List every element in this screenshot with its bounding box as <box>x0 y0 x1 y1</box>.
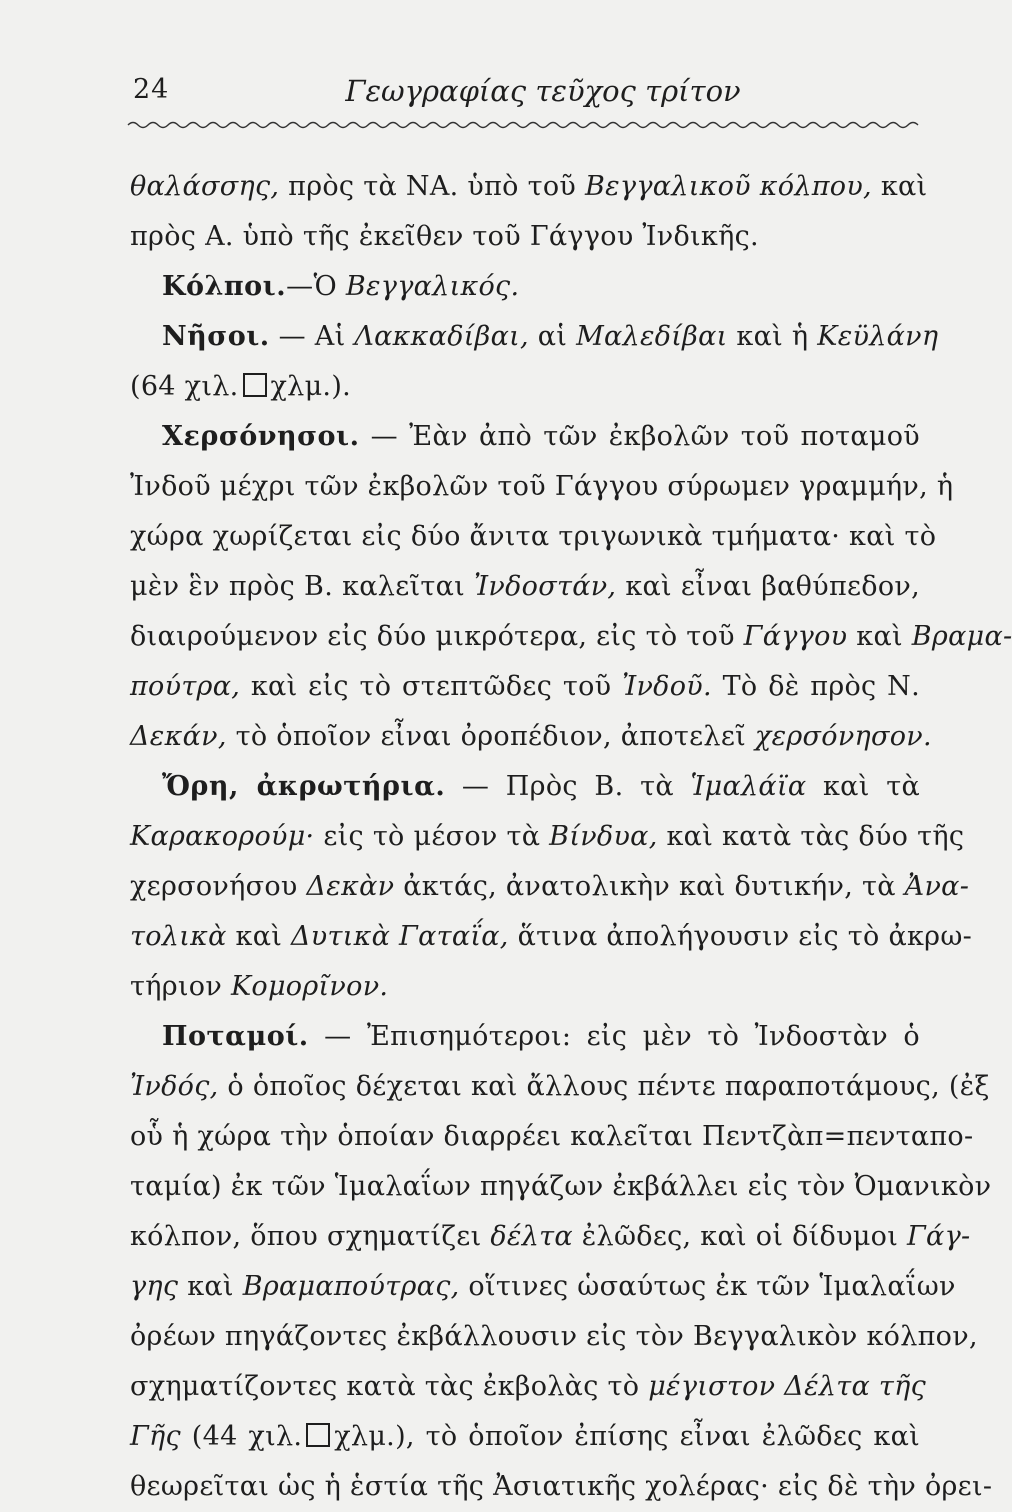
page-header <box>128 74 918 118</box>
text-line <box>130 762 920 812</box>
text-line <box>130 212 920 262</box>
text-line <box>130 362 920 412</box>
text-span: (64 χιλ. <box>130 371 239 402</box>
text-span: ἀκτάς, ἀνατολικὴν καὶ δυτικήν, τὰ <box>394 871 905 902</box>
text-line <box>130 1462 993 1512</box>
text-span: — Αἱ <box>269 321 355 352</box>
text-span: Ἀνα- <box>904 871 970 902</box>
text-span: χλμ.), τὸ ὁποῖον ἐπίσης εἶναι ἐλῶδες καὶ <box>334 1421 920 1452</box>
section-heading-peninsulas: Χερσόνησοι. <box>162 421 360 452</box>
text-line <box>130 862 970 912</box>
text-span: (44 χιλ. <box>180 1421 303 1452</box>
text-span: χερσονήσου <box>130 871 307 902</box>
text-span: Ἰνδός, <box>130 1071 219 1102</box>
text-span: Καρακορούμ· <box>130 821 315 852</box>
text-span: — Ἐπισημότεροι: εἰς μὲν τὸ Ἰνδοστὰν ὁ <box>308 1021 920 1052</box>
text-span: μὲν ἓν πρὸς Β. καλεῖται <box>130 571 475 602</box>
header-wavy-rule <box>128 118 918 132</box>
text-span: θαλάσσης, <box>130 171 280 202</box>
text-span: χώρα χωρίζεται εἰς δύο ἄνιτα τριγωνικὰ τμήματα· καὶ τὸ <box>130 521 937 552</box>
text-line <box>130 512 937 562</box>
text-line <box>130 1062 990 1112</box>
text-line <box>130 412 920 462</box>
text-line <box>130 812 965 862</box>
text-line <box>130 1112 974 1162</box>
text-span: καὶ <box>847 621 912 652</box>
text-span: διαιρούμενον εἰς δύο μικρότερα, εἰς τὸ τοῦ <box>130 621 744 652</box>
section-heading-islands: Νῆσοι. <box>162 321 270 352</box>
text-line <box>130 1412 920 1462</box>
text-span: τὸ ὁποῖον εἶναι ὀροπέδιον, ἀποτελεῖ <box>226 721 755 752</box>
text-span: κόλπον, ὅπου σχηματίζει <box>130 1221 491 1252</box>
text-line <box>130 312 939 362</box>
text-span: Βραμα- <box>911 621 1012 652</box>
text-span: — Ἐὰν ἀπὸ τῶν ἐκβολῶν τοῦ ποταμοῦ <box>359 421 920 452</box>
text-span: Βεγγαλικός. <box>345 271 520 302</box>
text-span: καὶ ἡ <box>727 321 818 352</box>
page-body <box>130 162 1012 1512</box>
text-span: Δεκὰν <box>306 871 395 902</box>
text-line <box>130 962 920 1012</box>
square-symbol-icon <box>243 373 267 397</box>
text-line <box>130 162 928 212</box>
text-span: Βίνδυα, <box>549 821 658 852</box>
text-span: Γάγγου <box>743 621 848 652</box>
section-heading-gulfs: Κόλποι. <box>162 271 287 302</box>
text-span: ὀρέων πηγάζοντες ἐκβάλλουσιν εἰς τὸν Βεγγαλικὸν κόλπον, <box>130 1321 978 1352</box>
square-symbol-icon <box>306 1423 330 1447</box>
text-span: Ἰνδοστάν, <box>474 571 617 602</box>
section-heading-rivers: Ποταμοί. <box>162 1021 309 1052</box>
text-span: Ἰνδοῦ μέχρι τῶν ἐκβολῶν τοῦ Γάγγου σύρωμεν γραμμήν, ἡ <box>130 471 954 502</box>
text-span: ὁ ὁποῖος δέχεται καὶ ἄλλους πέντε παραποτάμους, (ἐξ <box>218 1071 990 1102</box>
text-span: Κομορῖνον. <box>230 971 389 1002</box>
text-span: πούτρα, <box>130 671 241 702</box>
text-span: καὶ εἶναι βαθύπεδον, <box>616 571 920 602</box>
text-line <box>130 1162 992 1212</box>
text-span: δέλτα <box>490 1221 573 1252</box>
text-span: —Ὁ <box>286 271 346 302</box>
text-span: Γάγ- <box>907 1221 971 1252</box>
text-span: τολικὰ <box>130 921 227 952</box>
text-line <box>130 612 1012 662</box>
text-span: ἅτινα ἀπολήγουσιν εἰς τὸ ἀκρω- <box>508 921 973 952</box>
text-line <box>130 912 973 962</box>
text-line <box>130 462 954 512</box>
text-span: Ἱμαλάϊα <box>690 771 807 802</box>
text-span: οὗ ἡ χώρα τὴν ὁποίαν διαρρέει καλεῖται Πεντζὰπ=πενταπο- <box>130 1121 974 1152</box>
text-span: γης <box>130 1271 179 1302</box>
text-span: καὶ <box>178 1271 243 1302</box>
text-line <box>130 562 920 612</box>
text-span: καὶ κατὰ τὰς δύο τῆς <box>657 821 965 852</box>
text-span: Τὸ δὲ πρὸς Ν. <box>711 671 920 702</box>
text-span: Γῆς <box>130 1421 181 1452</box>
text-span: θεωρεῖται ὡς ἡ ἑστία τῆς Ἀσιατικῆς χολέρας· εἰς δὲ τὴν ὀρει- <box>130 1471 993 1502</box>
text-span: Κεϋλάνη <box>817 321 939 352</box>
text-span: ἐλῶδες, καὶ οἱ δίδυμοι <box>572 1221 907 1252</box>
section-heading-mountains: Ὄρη, ἀκρωτήρια. <box>162 771 446 802</box>
text-span: αἱ <box>528 321 577 352</box>
text-span: — Πρὸς Β. τὰ <box>445 771 691 802</box>
text-span: πρὸς Α. ὑπὸ τῆς ἐκεῖθεν τοῦ Γάγγου Ἰνδικῆς. <box>130 221 759 252</box>
text-span: Ἰνδοῦ. <box>622 671 712 702</box>
running-title: Γεωγραφίας τεῦχος τρίτον <box>345 74 741 108</box>
text-line <box>130 1262 956 1312</box>
text-line <box>130 1012 920 1062</box>
text-span: πρὸς τὰ ΝΑ. ὑπὸ τοῦ <box>279 171 585 202</box>
text-span: εἰς τὸ μέσον τὰ <box>314 821 550 852</box>
text-span: Βεγγαλικοῦ κόλπου, <box>584 171 872 202</box>
text-line <box>130 1362 927 1412</box>
text-span: καὶ εἰς τὸ στεπτῶδες τοῦ <box>240 671 623 702</box>
text-span: Δυτικὰ Γαταΐα, <box>291 921 509 952</box>
text-line <box>130 1212 971 1262</box>
text-span: Λακκαδίβαι, <box>354 321 529 352</box>
text-span: χερσόνησον. <box>754 721 932 752</box>
text-span: Δεκάν, <box>130 721 227 752</box>
text-span: καὶ <box>871 171 928 202</box>
text-span: ταμία) ἐκ τῶν Ἱμαλαΐων πηγάζων ἐκβάλλει εἰς τὸν Ὀμανικὸν <box>130 1171 992 1202</box>
text-span: καὶ τὰ <box>806 771 920 802</box>
text-line <box>130 712 932 762</box>
text-line <box>130 1312 978 1362</box>
text-span: οἵτινες ὡσαύτως ἐκ τῶν Ἱμαλαΐων <box>459 1271 956 1302</box>
text-span: σχηματίζοντες κατὰ τὰς ἐκβολὰς τὸ <box>130 1371 649 1402</box>
page-number: 24 <box>133 74 170 105</box>
text-span: Βραμαπούτρας, <box>242 1271 460 1302</box>
text-span: καὶ <box>226 921 291 952</box>
text-span: χλμ.). <box>270 371 352 402</box>
text-span: τήριον <box>130 971 231 1002</box>
text-line <box>130 662 920 712</box>
text-span: Μαλεδίβαι <box>576 321 728 352</box>
text-span: μέγιστον Δέλτα τῆς <box>648 1371 927 1402</box>
text-line <box>130 262 920 312</box>
